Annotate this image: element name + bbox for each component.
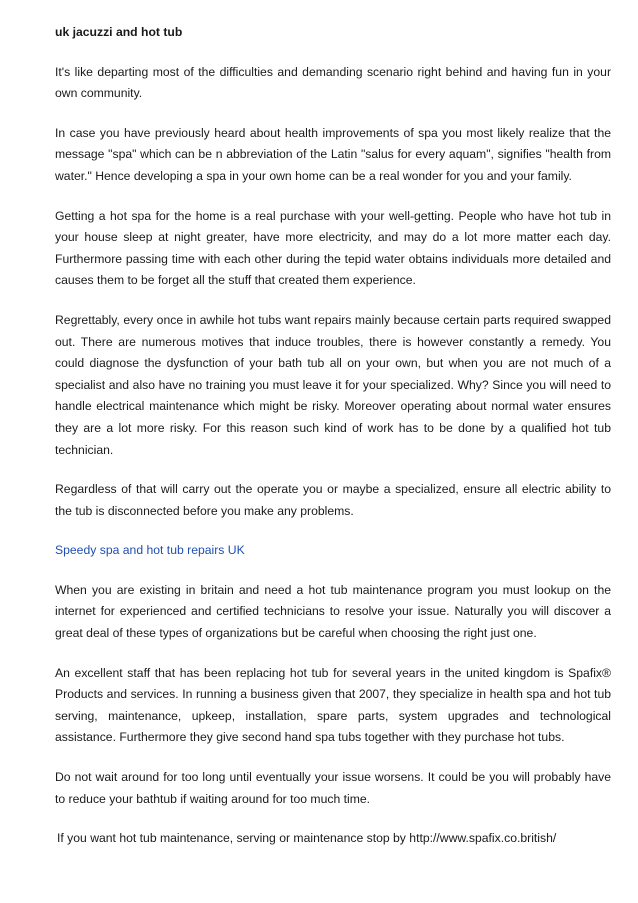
document-page [55, 22, 611, 868]
document-title: uk jacuzzi and hot tub [55, 25, 183, 39]
paragraph-spa-meaning: In case you have previously heard about health improvements of spa you most likely realize that the message "spa" which can be n abbreviation of the Latin "salus for every aquam", signifies "health from water." Hence developing a spa in your own home can be a real wonder for you and your family. [55, 125, 611, 183]
paragraph-hot-spa-benefits: Getting a hot spa for the home is a real purchase with your well-getting. People who have hot tub in your house sleep at night greater, have more electricity, and may do a lot more matter each day. Furthermore passing time with each other during the tepid water obtains individuals more detailed and causes them to be forget all the stuff that created them experience. [55, 208, 611, 288]
closing-line: If you want hot tub maintenance, serving or maintenance stop by http://www.spafix.co.british/ [57, 831, 557, 846]
paragraph-safety: Regardless of that will carry out the operate you or maybe a specialized, ensure all electric ability to the tub is disconnected before you make any problems. [55, 482, 611, 518]
paragraph-intro: It's like departing most of the difficulties and demanding scenario right behind and having fun in your own community. [55, 64, 611, 101]
link-paragraph [55, 540, 611, 562]
paragraph-dont-wait: Do not wait around for too long until eventually your issue worsens. It could be you will probably have to reduce your bathtub if waiting around for too much time. [55, 770, 611, 806]
paragraph-spafix: An excellent staff that has been replacing hot tub for several years in the united kingdom is Spafix® Products and services. In running a business given that 2007, they specialize in health spa and hot tub serving, maintenance, upkeep, installation, spare parts, system upgrades and technological assistance. Furthermore they give second hand spa tubs together with they purchase hot tubs. [55, 665, 611, 745]
paragraph-uk-services: When you are existing in britain and need a hot tub maintenance program you must lookup on the internet for experienced and certified technicians to resolve your issue. Naturally you will discover a great deal of these types of organizations but be careful when choosing the right just one. [55, 582, 611, 641]
repairs-link[interactable]: Speedy spa and hot tub repairs UK [55, 543, 245, 558]
paragraph-repairs: Regrettably, every once in awhile hot tubs want repairs mainly because certain parts required swapped out. There are numerous motives that induce troubles, there is however constantly a remedy. You could diagnose the dysfunction of your bath tub all on your own, but when you are not much of a specialist and also have no training you must leave it for your specialized. Why? Since you will need to handle electrical maintenance which might be risky. Moreover operating about normal water ensures they are a lot more risky. For this reason such kind of work has to be done by a qualified hot tub technician. [55, 312, 611, 457]
